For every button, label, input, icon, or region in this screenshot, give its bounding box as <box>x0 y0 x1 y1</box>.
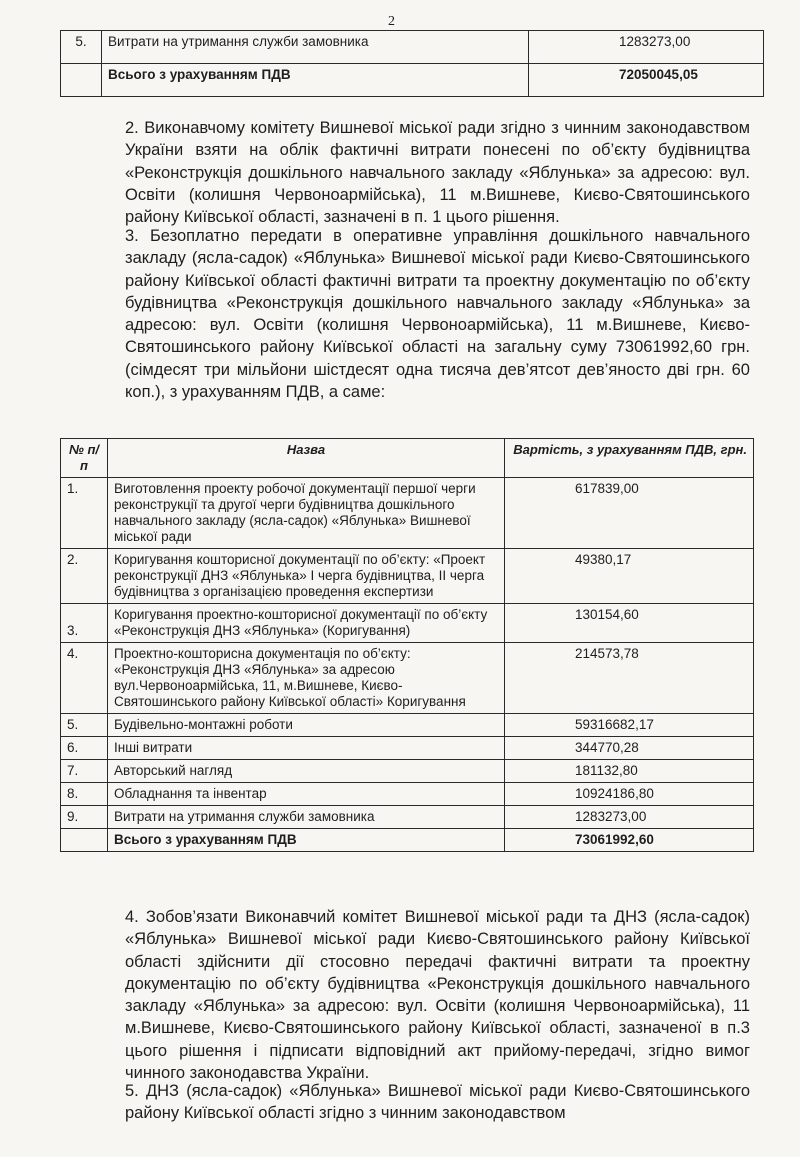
table-row <box>61 783 754 806</box>
total-value: 72050045,05 <box>529 64 764 97</box>
row-value: 344770,28 <box>505 737 754 760</box>
paragraph-5-text: 5. ДНЗ (ясла-садок) «Яблунька» Вишневої міської ради Києво-Святошинського району Київської області згідно з чинним законодавством <box>125 1082 750 1123</box>
paragraph-3-text: 3. Безоплатно передати в оперативне управління дошкільного навчального закладу (ясла-садок) «Яблунька» Вишневої міської ради Києво-Святошинського району Київської області фактичні витрати та проектну документацію по об’єкту будівництва «Реконструкція дошкільного навчального закладу «Яблунька» за адресою: вул. Освіти (колишня Червоноармійська), 11 м.Вишневе, Києво-Святошинського району Київської області на загальну суму 73061992,60 грн. (сімдесят три мільйони шістдесят одна тисяча дев’ятсот дев’яносто дві грн. 60 коп.), з урахуванням ПДВ, а саме: <box>125 227 750 402</box>
paragraph-2 <box>65 117 750 228</box>
row-number: 1. <box>61 478 108 549</box>
table-row <box>61 549 754 604</box>
row-number: 5. <box>61 31 102 64</box>
row-number: 2. <box>61 549 108 604</box>
table-row <box>61 737 754 760</box>
table-row <box>61 806 754 829</box>
row-name: Витрати на утримання служби замовника <box>108 806 505 829</box>
row-value: 214573,78 <box>505 643 754 714</box>
row-number <box>61 829 108 852</box>
row-value: 181132,80 <box>505 760 754 783</box>
row-name: Коригування проектно-кошторисної документації по об’єкту «Реконструкція ДНЗ «Яблунька» (Коригування) <box>108 604 505 643</box>
total-label: Всього з урахуванням ПДВ <box>108 829 505 852</box>
paragraph-4 <box>65 906 750 1084</box>
row-number: 3. <box>61 604 108 643</box>
row-value: 10924186,80 <box>505 783 754 806</box>
row-number: 5. <box>61 714 108 737</box>
row-name: Будівельно-монтажні роботи <box>108 714 505 737</box>
row-number: 8. <box>61 783 108 806</box>
row-name: Виготовлення проекту робочої документації першої черги реконструкції та другої черги будівництва дошкільного навчального закладу (ясла-садок) «Яблунька» Вишневої міської ради <box>108 478 505 549</box>
header-value: Вартість, з урахуванням ПДВ, грн. <box>505 439 754 478</box>
paragraph-3 <box>65 225 750 403</box>
table-row <box>61 643 754 714</box>
paragraph-4-text: 4. Зобов’язати Виконавчий комітет Вишневої міської ради та ДНЗ (ясла-садок) «Яблунька» Вишневої міської ради Києво-Святошинського району Київської області здійснити дії стосовно передачі фактичні витрати та проектну документацію по об’єкту будівництва «Реконструкція дошкільного навчального закладу «Яблунька» за адресою: вул. Освіти (колишня Червоноармійська), 11 м.Вишневе, Києво-Святошинського району Київської області, зазначеної в п.3 цього рішення і підписати відповідний акт прийому-передачі, згідно вимог чинного законодавства України. <box>125 908 750 1083</box>
row-name: Проектно-кошторисна документація по об’єкту: «Реконструкція ДНЗ «Яблунька» за адресою вул.Червоноармійська, 11, м.Вишневе, Києво-Святошинського району Київської області» Коригування <box>108 643 505 714</box>
cost-breakdown-table <box>60 438 754 852</box>
table-total-row <box>61 64 764 97</box>
row-value: 130154,60 <box>505 604 754 643</box>
row-number <box>61 64 102 97</box>
row-name: Авторський нагляд <box>108 760 505 783</box>
page-number: 2 <box>388 14 395 29</box>
row-value: 1283273,00 <box>505 806 754 829</box>
row-value: 59316682,17 <box>505 714 754 737</box>
header-name: Назва <box>108 439 505 478</box>
row-number: 7. <box>61 760 108 783</box>
table-header-row <box>61 439 754 478</box>
paragraph-5 <box>65 1080 750 1125</box>
total-label: Всього з урахуванням ПДВ <box>102 64 529 97</box>
row-value: 617839,00 <box>505 478 754 549</box>
row-name: Витрати на утримання служби замовника <box>102 31 529 64</box>
table-row <box>61 760 754 783</box>
row-number: 4. <box>61 643 108 714</box>
table-row <box>61 478 754 549</box>
header-number: № п/п <box>61 439 108 478</box>
row-number: 9. <box>61 806 108 829</box>
row-name: Інші витрати <box>108 737 505 760</box>
table-row <box>61 31 764 64</box>
row-number: 6. <box>61 737 108 760</box>
table-row <box>61 604 754 643</box>
row-name: Коригування кошторисної документації по об’єкту: «Проект реконструкції ДНЗ «Яблунька» І черга будівництва, ІІ черга будівництва з організацією проведення експертизи <box>108 549 505 604</box>
row-value: 1283273,00 <box>529 31 764 64</box>
row-value: 49380,17 <box>505 549 754 604</box>
paragraph-2-text: 2. Виконавчому комітету Вишневої міської ради згідно з чинним законодавством України взяти на облік фактичні витрати понесені по об’єкту будівництва «Реконструкція дошкільного навчального закладу «Яблунька» за адресою: вул. Освіти (колишня Червоноармійська), 11 м.Вишневе, Києво-Святошинського району Київської області, зазначені в п. 1 цього рішення. <box>125 119 750 227</box>
total-value: 73061992,60 <box>505 829 754 852</box>
table-row <box>61 714 754 737</box>
continued-cost-table <box>60 30 764 97</box>
row-name: Обладнання та інвентар <box>108 783 505 806</box>
table-total-row <box>61 829 754 852</box>
